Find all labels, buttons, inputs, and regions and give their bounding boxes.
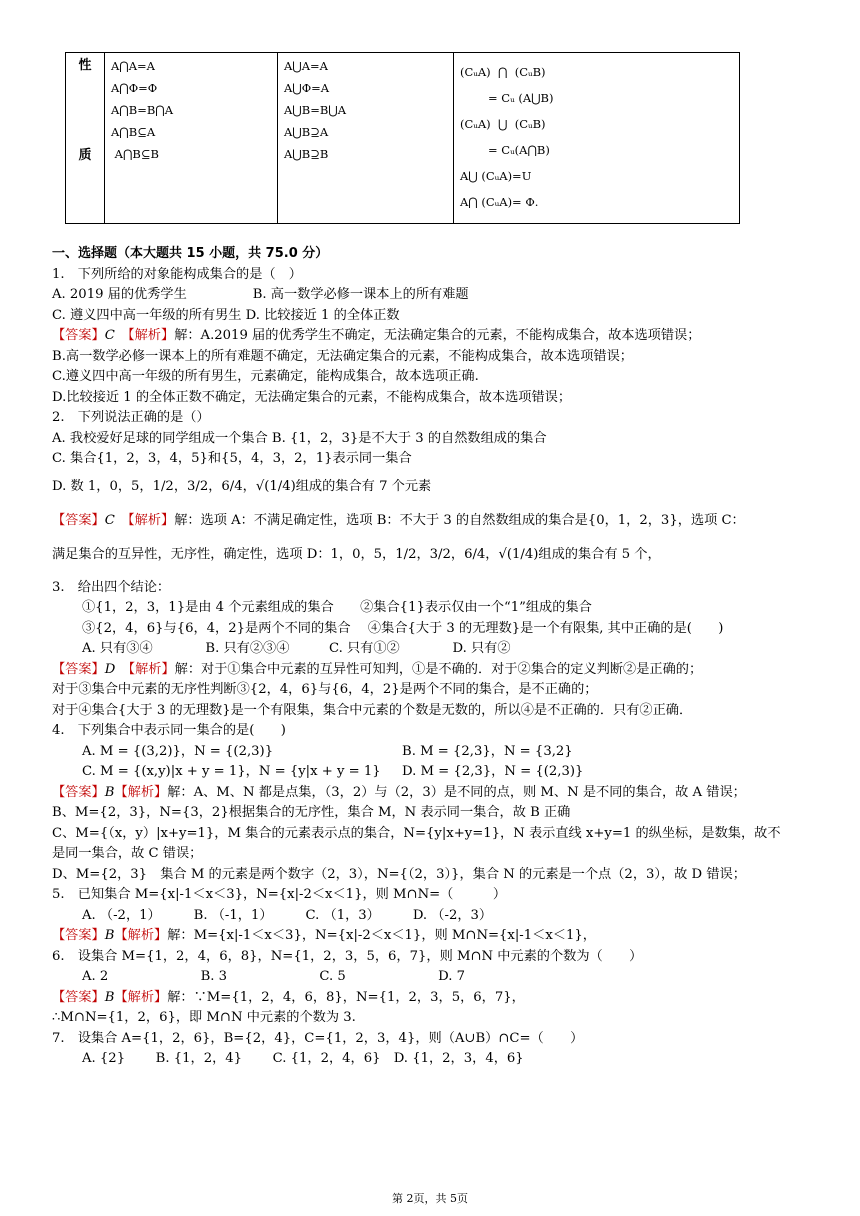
question-5-options: A. （-2，1） B. （-1，1） C. （1，3） D. （-2，3） xyxy=(82,907,493,923)
explanation-line: D.比较接近 1 的全体正数不确定，无法确定集合的元素，不能构成集合，故本选项错误； xyxy=(52,389,572,405)
property-line: = Cᵤ (A⋃B) xyxy=(488,91,554,105)
question-5-stem: 5. 已知集合 M={x|-1＜x＜3}，N={x|-2＜x＜1}，则 M∩N=（ ） xyxy=(52,887,507,902)
explanation-line: B.高一数学必修一课本上的所有难题不确定，无法确定集合的元素，不能构成集合，故本选项错误； xyxy=(52,348,633,364)
question-5-answer xyxy=(52,926,842,947)
set-properties-table xyxy=(65,52,740,224)
table-label-cell xyxy=(66,53,105,224)
explanation-line: B、M={2，3}，N={3，2}根据集合的无序性，集合 M，N 表示同一集合，故 B 正确 xyxy=(52,805,571,820)
answer-letter: C xyxy=(104,512,115,528)
question-4-option-d: D. M = {2,3}，N = {(2,3)} xyxy=(402,764,584,779)
question-1-options-ab: A. 2019 届的优秀学生 B. 高一数学必修一课本上的所有难题 xyxy=(52,287,469,302)
question-6-answer xyxy=(52,988,842,1009)
union-properties xyxy=(278,53,454,224)
property-line: (CᵤA) ⋂ (CᵤB) xyxy=(460,65,546,79)
explanation-line: 解：A.2019 届的优秀学生不确定，无法确定集合的元素，不能构成集合，故本选项错误； xyxy=(174,328,701,343)
question-6-options: A. 2 B. 3 C. 5 D. 7 xyxy=(82,969,465,984)
property-line: A⋂B=B⋂A xyxy=(111,103,174,117)
question-3-line-1: ①{1，2，3，1}是由 4 个元素组成的集合 ②集合{1}表示仅由一个“1”组成的集合 xyxy=(82,600,592,615)
question-4-option-c: C. M = {(x,y)|x + y = 1}，N = {y|x + y = 1} xyxy=(82,764,381,779)
question-2-answer xyxy=(52,504,842,538)
explanation-line: 解：∵M={1，2，4，6，8}，N={1，2，3，5，6，7}， xyxy=(167,989,525,1005)
question-4-stem: 4. 下列集合中表示同一集合的是( ) xyxy=(52,723,286,738)
label-xing: 性 xyxy=(78,58,92,73)
answer-letter: D xyxy=(104,661,116,677)
section-heading: 一、选择题（本大题共 15 小题，共 75.0 分） xyxy=(52,246,329,261)
explanation-line: 满足集合的互异性，无序性，确定性，选项 D：1，0，5，1/2，3/2，6/4，√(1/4)组成的集合有 5 个， xyxy=(52,546,661,562)
answer-letter: C xyxy=(104,328,115,343)
question-3-options: A. 只有③④ B. 只有②③④ C. 只有①② D. 只有② xyxy=(82,641,511,656)
question-4-answer xyxy=(52,783,842,804)
explanation-line: ∴M∩N={1，2，6}，即 M∩N 中元素的个数为 3. xyxy=(52,1010,356,1025)
question-2-stem: 2. 下列说法正确的是（） xyxy=(52,410,210,425)
analysis-tag: 【解析】 xyxy=(128,661,175,677)
intersection-properties xyxy=(105,53,278,224)
answer-tag: 【答案】 xyxy=(52,328,105,343)
analysis-tag: 【解析】 xyxy=(128,512,175,528)
property-line: A⋂A=A xyxy=(111,59,155,73)
question-1-answer xyxy=(52,326,842,347)
answer-tag: 【答案】 xyxy=(52,989,105,1005)
question-7-stem: 7. 设集合 A={1，2，6}，B={2，4}，C={1，2，3，4}，则（A∪B）∩C=（ ） xyxy=(52,1030,584,1046)
property-line: (CᵤA) ⋃ (CᵤB) xyxy=(460,117,546,131)
question-1-options-cd: C. 遵义四中高一年级的所有男生 D. 比较接近 1 的全体正数 xyxy=(52,307,400,323)
answer-letter: B xyxy=(104,989,115,1005)
question-7-options: A. {2} B. {1，2，4} C. {1，2，4，6} D. {1，2，3，4，6} xyxy=(82,1051,524,1066)
label-zhi: 质 xyxy=(78,148,92,163)
question-4-option-b: B. M = {2,3}，N = {3,2} xyxy=(402,743,573,759)
complement-properties xyxy=(454,53,740,224)
question-3-line-2: ③{2，4，6}与{6，4，2}是两个不同的集合 ④集合{大于 3 的无理数}是一个有限集, 其中正确的是( ) xyxy=(82,620,724,636)
property-line: = Cᵤ(A⋂B) xyxy=(488,143,550,157)
explanation-line: 是同一集合，故 C 错误； xyxy=(52,846,203,861)
question-3-answer xyxy=(52,660,842,681)
question-2-options-ab: A. 我校爱好足球的同学组成一个集合 B. {1，2，3}是不大于 3 的自然数组成的集合 xyxy=(52,430,547,446)
answer-tag: 【答案】 xyxy=(52,928,105,943)
answer-tag: 【答案】 xyxy=(52,512,105,528)
answer-tag: 【答案】 xyxy=(52,661,105,677)
explanation-line: 解：选项 A：不满足确定性，选项 B：不大于 3 的自然数组成的集合是{0，1，2，3}，选项 C： xyxy=(174,512,745,528)
analysis-tag: 【解析】 xyxy=(128,328,175,343)
property-line: A⋂B⊆A xyxy=(111,125,156,139)
answer-letter: B xyxy=(104,928,115,943)
explanation-line: 解：A、M、N 都是点集，（3，2）与（2，3）是不同的点，则 M、N 是不同的集合，故 A 错误； xyxy=(167,784,746,800)
property-line: A⋂ (CᵤA)= Φ. xyxy=(460,195,539,209)
question-4-options-cd xyxy=(52,762,842,783)
explanation-line: D、M={2，3} 集合 M 的元素是两个数字（2，3），N={（2，3）}，集合 N 的元素是一个点（2，3），故 D 错误； xyxy=(52,866,746,882)
explanation-line: 对于③集合中元素的无序性判断③{2，4，6}与{6，4，2}是两个不同的集合，是不正确的； xyxy=(52,682,598,697)
question-6-stem: 6. 设集合 M={1，2，4，6，8}，N={1，2，3，5，6，7}，则 M∩N 中元素的个数为（ ） xyxy=(52,948,643,964)
explanation-line: C、M={（x，y）|x+y=1}，M 集合的元素表示点的集合，N={y|x+y=1}，N 表示直线 x+y=1 的纵坐标，是数集，故不 xyxy=(52,825,781,841)
explanation-line: 对于④集合{大于 3 的无理数}是一个有限集，集合中元素的个数是无数的，所以④是不正确的．只有②正确． xyxy=(52,702,693,718)
explanation-line: 解：对于①集合中元素的互异性可知判，①是不确的．对于②集合的定义判断②是正确的； xyxy=(174,661,703,677)
question-list xyxy=(52,244,842,1070)
answer-letter: B xyxy=(104,784,115,800)
property-line: A⋃ (CᵤA)=U xyxy=(460,169,532,183)
property-line: A⋃A=A xyxy=(284,59,328,73)
question-1-stem: 1. 下列所给的对象能构成集合的是（ ） xyxy=(52,266,302,282)
analysis-tag: 【解析】 xyxy=(114,989,168,1005)
question-3-stem: 3. 给出四个结论： xyxy=(52,579,171,595)
explanation-line: 解：M={x|-1＜x＜3}，N={x|-2＜x＜1}，则 M∩N={x|-1＜x＜1}， xyxy=(167,928,596,943)
analysis-tag: 【解析】 xyxy=(114,784,168,800)
explanation-line: C.遵义四中高一年级的所有男生，元素确定，能构成集合，故本选项正确. xyxy=(52,369,479,384)
property-line: A⋃B⊇B xyxy=(284,147,329,161)
question-2-option-c: C. 集合{1，2，3，4，5}和{5，4，3，2，1}表示同一集合 xyxy=(52,451,412,466)
property-line: A⋃Φ=A xyxy=(284,81,330,95)
property-line: A⋃B⊇A xyxy=(284,125,329,139)
property-line: A⋃B=B⋃A xyxy=(284,103,347,117)
question-2-option-d: D. 数 1，0，5，1/2，3/2，6/4，√(1/4)组成的集合有 7 个元素 xyxy=(52,478,432,494)
question-4-options-ab xyxy=(52,742,842,763)
analysis-tag: 【解析】 xyxy=(114,928,168,943)
question-4-option-a: A. M = {(3,2)}，N = {(2,3)} xyxy=(82,743,274,759)
property-line: A⋂B⊆B xyxy=(111,147,159,161)
property-line: A⋂Φ=Φ xyxy=(111,81,158,95)
page-footer: 第 2页，共 5页 xyxy=(392,1192,468,1205)
answer-tag: 【答案】 xyxy=(52,784,105,800)
